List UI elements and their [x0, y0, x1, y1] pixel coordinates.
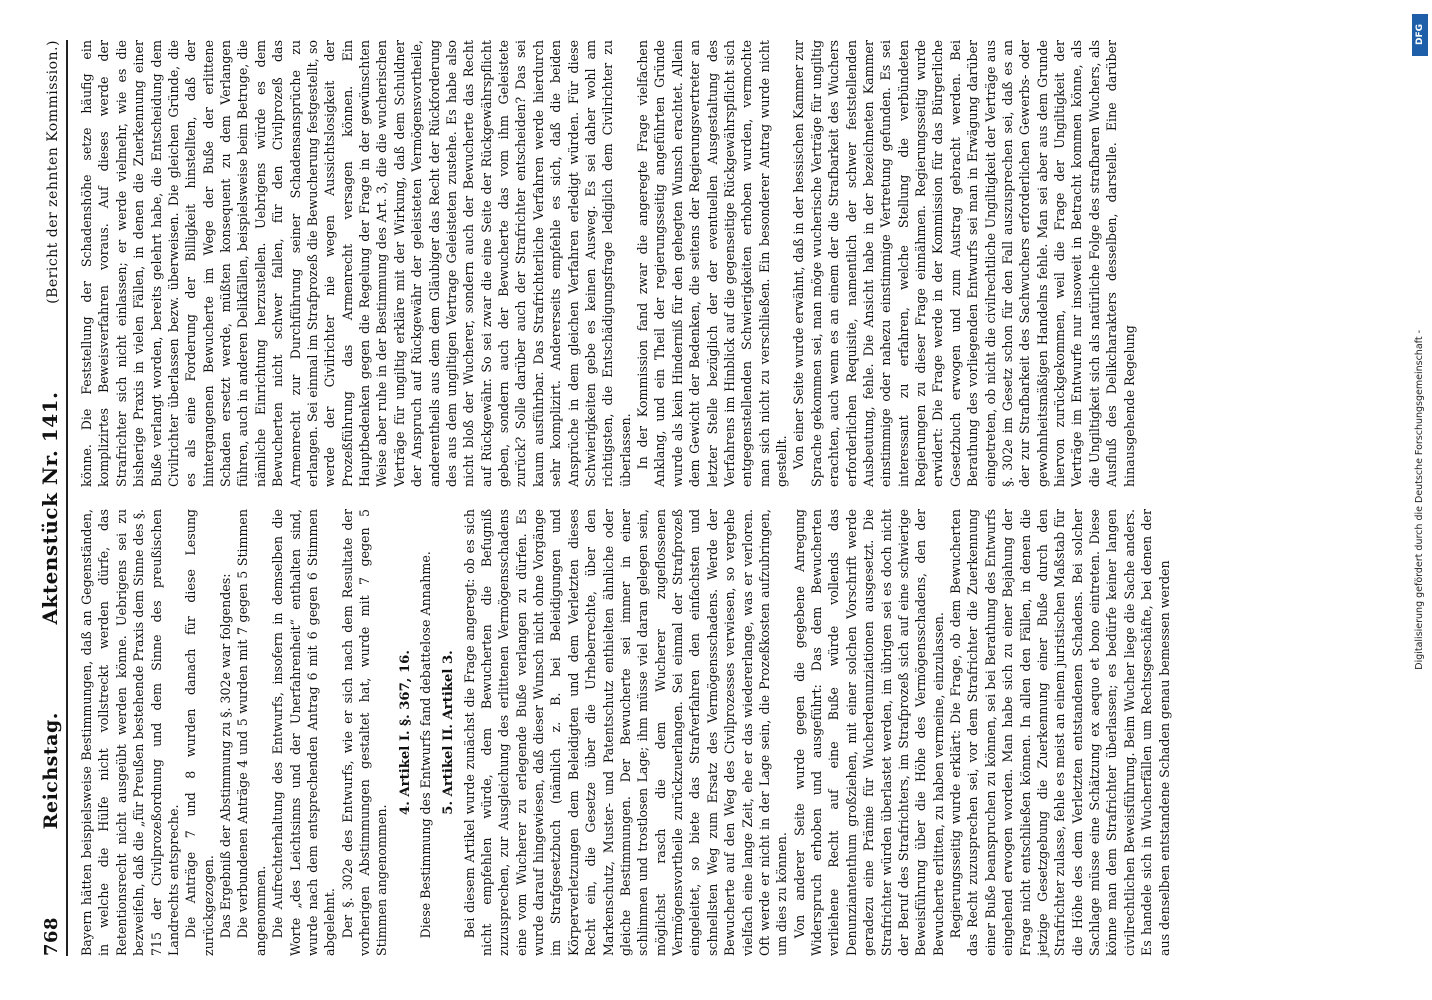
- paragraph: Diese Bestimmung des Entwurfs fand debattelose Annahme.: [417, 551, 433, 939]
- section-heading: 5. Artikel II. Artikel 3.: [441, 650, 457, 815]
- dfg-logo-text: DFG: [1415, 24, 1425, 46]
- paragraph: Von einer Seite wurde erwähnt, daß in der hessischen Kammer zur Sprache gekommen sei, man möge wucherische Verträge für ungiltig erachten, auch wenn es an einem der die Strafbarkeit des Wuchers erforderlichen Requisite, namentlich der schwer feststellenden Ausbeutung, fehle. Die Ansicht habe in der bezeichneten Kammer einstimmige oder nahezu einstimmige Vertretung gefunden. Es sei interessant zu erfahren, welche Stellung die verbündeten Regierungen zu dieser Frage einnähmen. Regierungsseitig wurde erwidert: Die Frage werde in der Kommission für das Bürgerliche Gesetzbuch erwogen und zum Austrag gebracht werden. Bei Berathung des vorliegenden Entwurfs sei man in Erwägung darüber eingetreten, ob nicht die civilrechtliche Ungiltigkeit der Verträge aus §. 302e im Gesetz schon für den Fall auszusprechen sei, daß es an der zur Strafbarkeit des Sachwuchers erforderlichen Gewerbs- oder gewohnheitsmäßigen Handelns fehle. Man sei aber aus dem Grunde hiervon zurückgekommen, weil die Frage der Ungiltigkeit der Verträge im Entwurfe nur insoweit in Betracht kommen könne, als die Ungiltigkeit sich als natürliche Folge des strafbaren Wuchers, als Ausfluß des Delikcharakters desselben, darstelle. Eine darüber hinausgehende Regelung: [791, 40, 1137, 487]
- paragraph: Bei diesem Artikel wurde zunächst die Frage angeregt: ob es sich nicht empfehlen würde, dem Bewucherten die Befugniß zuzusprechen, zur Ausgleichung des erlittenen Vermögensschadens eine vom Wucherer zu erlegende Buße verlangen zu dürfen. Es wurde darauf hingewiesen, daß dieser Wunsch nicht ohne Vorgänge im Strafgesetzbuch (nämlich z. B. bei Beleidigungen und Körperverletzungen dem Beleidigten und dem Verletzten dieses Recht ein, die Gesetze über die Urheberrechte, über den Markenschutz, Muster- und Patentschutz enthielten ähnliche oder gleiche Bestimmungen. Der Bewucherte sei immer in einer schlimmen und trostlosen Lage; ihm müsse viel daran gelegen sein, möglichst rasch die dem Wucherer zugeflossenen Vermögensvortheile zurückzuerlangen. Sei einmal der Strafprozeß eingeleitet, so biete das Strafverfahren den einfachsten und schnellsten Weg zum Ersatz des Vermögensschadens. Werde der Bewucherte auf den Weg des Civilprozesses verwiesen, so vergehe vielfach eine lange Zeit, ehe er das wiedererlange, was er verloren. Oft werde er nicht in der Lage sein, die Prozeßkosten aufzubringen, um dies zu können.: [461, 509, 790, 956]
- paragraph: Von anderer Seite wurde gegen die gegebene Anregung Widerspruch erhoben und ausgeführt: Das dem Bewucherten verliehene Recht auf eine Buße würde vollends das Denunziantenthum großziehen, mit einer solchen Vorschrift werde geradezu eine Prämie für Wucherdenunziationen ausgesetzt. Die Strafrichter würden überlastet werden, im übrigen sei es doch nicht der Beruf des Strafrichters, im Strafprozeß sich auf eine schwierige Beweisführung über die Höhe des Vermögensschadens, den der Bewucherte erlitten, zu haben vermeine, einzulassen.: [791, 509, 946, 956]
- paragraph: Der §. 302e des Entwurfs, wie er sich nach dem Resultate der vorherigen Abstimmungen gestaltet hat, wurde mit 7 gegen 5 Stimmen angenommen.: [339, 509, 390, 956]
- document-title: Aktenstück Nr. 141.: [38, 391, 62, 625]
- paragraph: Bayern hätten beispielsweise Bestimmungen, daß an Gegenständen, in welche die Hülfe nicht vollstreckt werden dürfe, das Retentionsrecht nicht ausgeübt werden könne. Uebrigens sei zu bezweifeln, daß die „für Preußen bestehende Praxis dem Sinne des §. 715 der Civilprozeßordnung und dem Sinne des preußischen Landrechts entspreche.: [79, 509, 181, 956]
- paragraph: Die verbundenen Anträge 4 und 5 wurden mit 7 gegen 5 Stimmen angenommen.: [235, 509, 268, 956]
- paragraph: könne. Die Feststellung der Schadenshöhe setze häufig ein komplizirtes Beweisverfahren voraus. Auf dieses werde der Strafrichter sich nicht einlassen; er werde vielmehr, wie es die bisherige Praxis in vielen Fällen, in denen die Zuerkennung einer Buße verlangt worden, bereits gelehrt habe, die Entscheidung dem Civilrichter überlassen bezw. überweisen. Die gleichen Gründe, die es als eine Forderung der Billigkeit hinstellten, daß der hintergangenen Bewucherte im Wege der Buße der erlittene Schaden ersetzt werde, müßten konsequent zu dem Verlangen führen, auch in anderen Delikfällen, beispielsweise beim Betruge, die nämliche Einrichtung herzustellen. Uebrigens würde es dem Bewucherten nicht schwer fallen, für den Civilprozeß das Armenrecht zur Durchführung seiner Schadensansprüche zu erlangen. Sei einmal im Strafprozeß die Bewucherung festgestellt, so werde der Civilrichter nie wegen Aussichtslosigkeit der Prozeßführung das Armenrecht versagen können. Ein Hauptbedenken gegen die Regelung der Frage in der gewünschten Weise aber ruhe in der Bestimmung des Art. 3, die die wucherischen Verträge für ungiltig erkläre mit der Wirkung, daß dem Schuldner der Anspruch auf Rückgewähr der geleisteten Vermögensvortheile, anderentheils aus dem dem Gläubiger das Recht der Rückforderung des aus dem ungiltigen Vertrage Geleisteten zustehe. Es habe also nicht bloß der Wucherer, sondern auch der Bewucherte das Recht auf Rückgewähr. So sei zwar die eine Seite der Rückgewährspflicht geben, sondern auch der Bewucherte das vom ihm Geleistete zurück? Solle darüber auch der Strafrichter entscheiden? Das sei kaum ausführbar. Das Strafrichterliche Verfahren werde hierdurch sehr komplizirt. Andererseits empfehle es sich, daß die beiden Ansprüche in dem gleichen Verfahren erledigt würden. Für diese Schwierigkeiten gebe es keinen Ausweg. Es sei daher wohl am richtigsten, die Entschädigungsfrage lediglich dem Civilrichter zu überlassen.: [79, 40, 633, 487]
- page-header: [38, 40, 68, 956]
- paragraph: Das Ergebniß der Abstimmung zu §. 302e war folgendes:: [218, 573, 233, 939]
- paragraph: Regierungsseitig wurde erklärt: Die Frage, ob dem Bewucherten das Recht zuzusprechen sei, vor dem Strafrichter die Zuerkennung einer Buße beanspruchen zu können, sei bei Berathung des Entwurfs eingehend erwogen worden. Man habe sich zu einer Bejahung der Frage nicht entschließen können. In allen den Fällen, in denen die jetzige Gesetzgebung die Zuerkennung einer Buße durch den Strafrichter zulasse, fehle es meist an einem juristischen Maßstab für die Höhe des dem Verletzten entstandenen Schadens. Bei solcher Sachlage müsse eine Schätzung ex aequo et bono eintreten. Diese könne man dem Strafrichter überlassen; es bedürfe keiner langen civilrechtlichen Beweisführung. Beim Wucher liege die Sache anders. Es handele sich in Wucherfällen um Rechtsgeschäfte, bei denen der aus denselben entstandene Schaden genau bemessen werden: [948, 509, 1172, 956]
- paragraph: In der Kommission fand zwar die angeregte Frage vielfachen Anklang, und ein Theil der regierungsseitig angeführten Gründe wurde als kein Hinderniß für den gehegten Wunsch erachtet. Allein dem Gewicht der Bedenken, die seitens der Regierungsvertreter an letzter Stelle bezüglich der der eventuellen Ausgestaltung des Verfahrens im Hinblick auf die gegenseitige Rückgewährspflicht sich entgegenstellenden Schwierigkeiten erhoben wurden, vermochte man sich nicht zu verschließen. Ein besonderer Antrag wurde nicht gestellt.: [635, 40, 789, 487]
- credit-text: Digitalisierung gefördert durch die Deutsche Forschungsgemeinschaft -: [1413, 330, 1425, 670]
- text-columns: [78, 40, 1173, 956]
- dfg-logo-icon: [1412, 14, 1428, 56]
- left-column: [78, 509, 1173, 956]
- source-label: Reichstag.: [40, 712, 62, 830]
- paragraph: Die Aufrechterhaltung des Entwurfs, insofern in demselben die Worte „des Leichtsinns und der Unerfahrenheit“ enthalten sind, wurde nach dem entsprechenden Antrag 6 mit 6 gegen 6 Stimmen abgelehnt.: [270, 509, 338, 956]
- digitization-credit: [1412, 8, 1426, 992]
- right-column: [78, 40, 1173, 487]
- paragraph: Die Anträge 7 und 8 wurden danach für diese Lesung zurückgezogen.: [183, 509, 216, 956]
- page-number: 768: [41, 916, 62, 956]
- document-topic: (Bericht der zehnten Kommission.): [45, 40, 61, 304]
- section-heading: 4. Artikel I. §. 367, 16.: [397, 650, 413, 815]
